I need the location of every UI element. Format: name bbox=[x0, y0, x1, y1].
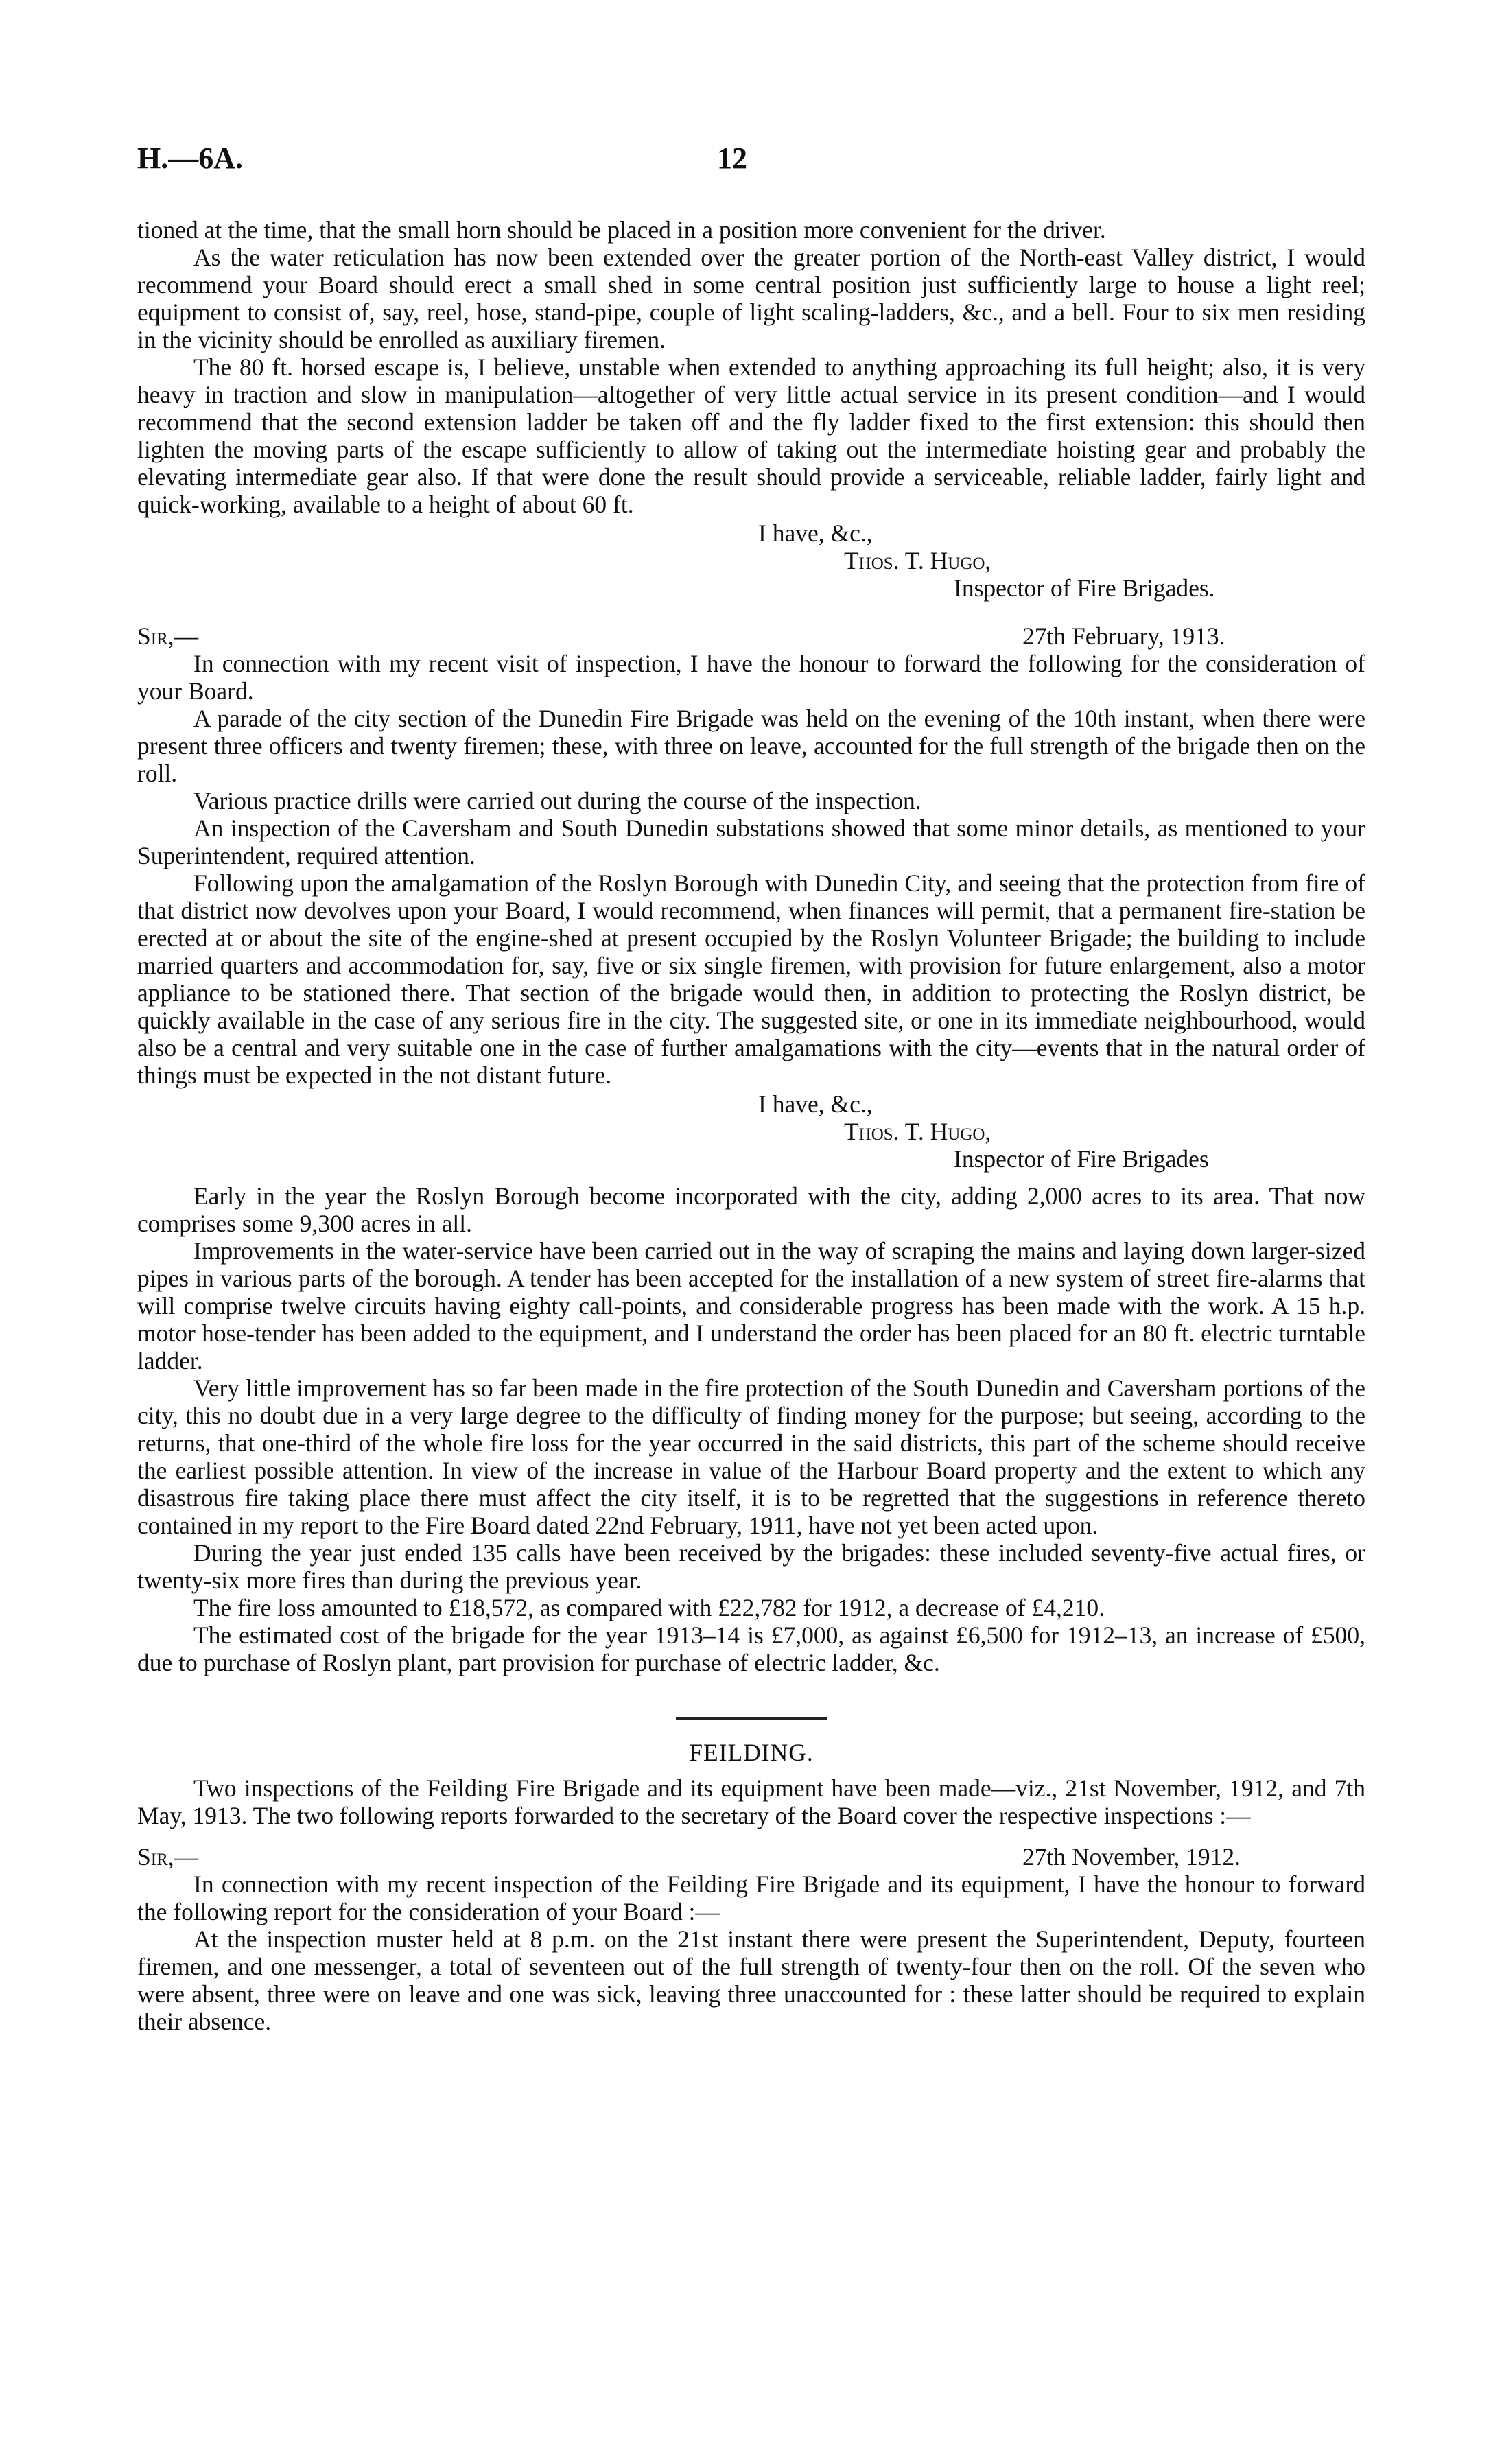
signatory-title: Inspector of Fire Brigades. bbox=[954, 574, 1215, 602]
page-body bbox=[137, 216, 1365, 2035]
salutation: Sir,— bbox=[137, 622, 199, 650]
paragraph: Two inspections of the Feilding Fire Brigade and its equipment have been made—viz., 21st November, 1912, and 7th May, 1913. The two following reports forwarded to the secretary of the Board cover the respective inspections :— bbox=[137, 1774, 1365, 1829]
signature: Thos. T. Hugo, bbox=[844, 1118, 991, 1145]
paragraph: During the year just ended 135 calls have been received by the brigades: these included seventy-five actual fires, or twenty-six more fires than during the previous year. bbox=[137, 1539, 1365, 1594]
document-reference: H.—6A. bbox=[137, 141, 243, 175]
letter-salutation-row bbox=[137, 622, 1365, 650]
paragraph: The estimated cost of the brigade for the year 1913–14 is £7,000, as against £6,500 for 1912–13, an increase of £500, due to purchase of Roslyn plant, part provision for purchase of electric ladder, &c. bbox=[137, 1621, 1365, 1676]
section-divider bbox=[676, 1717, 827, 1720]
page-number: 12 bbox=[717, 141, 747, 175]
paragraph: The 80 ft. horsed escape is, I believe, unstable when extended to anything approaching its full height; also, it is very heavy in traction and slow in manipulation—altogether of very little actual service in its present condition—and I would recommend that the second extension ladder be taken off and the fly ladder fixed to the first extension: this should then lighten the moving parts of the escape sufficiently to allow of taking out the intermediate hoisting gear and probably the elevating intermediate gear also. If that were done the result should provide a serviceable, reliable ladder, fairly light and quick-working, available to a height of about 60 ft. bbox=[137, 353, 1365, 518]
paragraph: Various practice drills were carried out during the course of the inspection. bbox=[193, 787, 921, 814]
paragraph: Very little improvement has so far been made in the fire protection of the South Dunedin and Caversham portions of the city, this no doubt due in a very large degree to the difficulty of finding money for the purpose; but seeing, according to the returns, that one-third of the whole fire loss for the year occurred in the said districts, this part of the scheme should receive the earliest possible attention. In view of the increase in value of the Harbour Board property and the extent to which any disastrous fire taking place there must affect the city itself, it is to be regretted that the suggestions in reference thereto contained in my report to the Fire Board dated 22nd February, 1911, have not yet been acted upon. bbox=[137, 1374, 1365, 1539]
paragraph: A parade of the city section of the Dunedin Fire Brigade was held on the evening of the 10th instant, when there were present three officers and twenty firemen; these, with three on leave, accounted for the full strength of the brigade then on the roll. bbox=[137, 705, 1365, 787]
letter-date: 27th November, 1912. bbox=[1022, 1843, 1241, 1870]
closing-line: I have, &c., bbox=[758, 519, 873, 547]
paragraph: Following upon the amalgamation of the Roslyn Borough with Dunedin City, and seeing that the protection from fire of that district now devolves upon your Board, I would recommend, when finances will permit, that a permanent fire-station be erected at or about the site of the engine-shed at present occupied by the Roslyn Volunteer Brigade; the building to include married quarters and accommodation for, say, five or six single firemen, with provision for future enlargement, also a motor appliance to be stationed there. That section of the brigade would then, in addition to protecting the Roslyn district, be quickly available in the case of any serious fire in the city. The suggested site, or one in its immediate neighbourhood, would also be a central and very suitable one in the case of further amalgamations with the city—events that in the natural order of things must be expected in the not distant future. bbox=[137, 869, 1365, 1089]
paragraph: The fire loss amounted to £18,572, as compared with £22,782 for 1912, a decrease of £4,210. bbox=[193, 1594, 1105, 1621]
letter-salutation-row bbox=[137, 1843, 1365, 1870]
paragraph: An inspection of the Caversham and South Dunedin substations showed that some minor details, as mentioned to your Superintendent, required attention. bbox=[137, 814, 1365, 869]
paragraph: As the water reticulation has now been extended over the greater portion of the North-east Valley district, I would recommend your Board should erect a small shed in some central position just sufficiently large to house a light reel; equipment to consist of, say, reel, hose, stand-pipe, couple of light scaling-ladders, &c., and a bell. Four to six men residing in the vicinity should be enrolled as auxiliary firemen. bbox=[137, 244, 1365, 353]
paragraph: Improvements in the water-service have been carried out in the way of scraping the mains and laying down larger-sized pipes in various parts of the borough. A tender has been accepted for the installation of a new system of street fire-alarms that will comprise twelve circuits having eighty call-points, and considerable progress has been made with the work. A 15 h.p. motor hose-tender has been added to the equipment, and I understand the order has been placed for an 80 ft. electric turntable ladder. bbox=[137, 1237, 1365, 1374]
paragraph: At the inspection muster held at 8 p.m. on the 21st instant there were present the Superintendent, Deputy, fourteen firemen, and one messenger, a total of seventeen out of the full strength of twenty-four then on the roll. Of the seven who were absent, three were on leave and one was sick, leaving three unaccounted for : these latter should be required to explain their absence. bbox=[137, 1925, 1365, 2035]
paragraph: In connection with my recent visit of inspection, I have the honour to forward the following for the consideration of your Board. bbox=[137, 650, 1365, 705]
closing-line: I have, &c., bbox=[758, 1090, 873, 1118]
paragraph: Early in the year the Roslyn Borough become incorporated with the city, adding 2,000 acres to its area. That now comprises some 9,300 acres in all. bbox=[137, 1182, 1365, 1237]
salutation: Sir,— bbox=[137, 1843, 199, 1870]
paragraph: In connection with my recent inspection of the Feilding Fire Brigade and its equipment, I have the honour to forward the following report for the consideration of your Board :— bbox=[137, 1870, 1365, 1925]
signatory-title: Inspector of Fire Brigades bbox=[954, 1145, 1209, 1173]
page-header bbox=[137, 141, 1365, 189]
signature: Thos. T. Hugo, bbox=[844, 547, 991, 574]
paragraph: tioned at the time, that the small horn should be placed in a position more convenient for the driver. bbox=[137, 216, 1106, 244]
letter-date: 27th February, 1913. bbox=[1022, 622, 1225, 650]
section-heading: FEILDING. bbox=[689, 1739, 814, 1766]
